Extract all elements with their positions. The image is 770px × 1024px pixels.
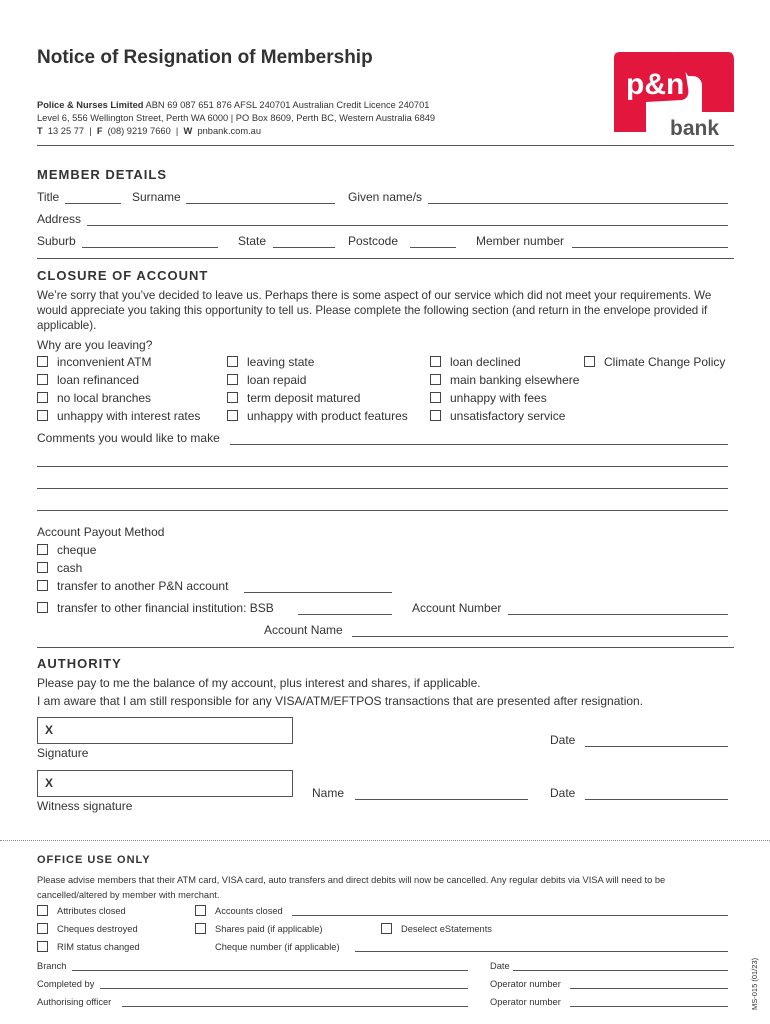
company-address: Level 6, 556 Wellington Street, Perth WA 6000 | PO Box 8609, Perth BC, Western Australia 6849 (37, 113, 436, 123)
form-code: MS-015 (01/23) (750, 957, 759, 1010)
company-contacts: T 13 25 77 | F (08) 9219 7660 | W pnbank.com.au (37, 126, 262, 136)
office-check-label: Accounts closed (215, 906, 283, 916)
title-field[interactable] (65, 203, 121, 204)
company-registration (37, 100, 429, 110)
suburb-label: Suburb (37, 234, 76, 248)
payout-checkbox-cheque[interactable] (37, 544, 48, 555)
payout-method-label: Account Payout Method (37, 525, 165, 539)
reason-label: loan repaid (247, 373, 307, 387)
office-check-label: Shares paid (if applicable) (215, 924, 323, 934)
reason-checkbox-product-features[interactable] (227, 410, 238, 421)
reason-label: main banking elsewhere (450, 373, 580, 387)
title-label: Title (37, 190, 60, 204)
signature-x-mark: X (45, 723, 54, 737)
office-checkbox-shares-paid[interactable] (195, 923, 206, 934)
accounts-closed-field[interactable] (292, 915, 728, 916)
pn-bank-logo (612, 50, 736, 140)
authorising-officer-label: Authorising officer (37, 997, 112, 1007)
account-name-label: Account Name (264, 623, 343, 637)
account-name-field[interactable] (352, 636, 728, 637)
reason-label: Climate Change Policy (604, 355, 726, 369)
comments-field-line[interactable] (230, 444, 728, 445)
payout-label: transfer to another P&N account (57, 579, 229, 593)
office-date-label: Date (490, 961, 510, 971)
reason-label: loan declined (450, 355, 521, 369)
authority-line-1: Please pay to me the balance of my account, plus interest and shares, if applicable. (37, 676, 481, 690)
office-check-label: Cheques destroyed (57, 924, 138, 934)
office-checkbox-cheques-destroyed[interactable] (37, 923, 48, 934)
payout-checkbox-other-institution[interactable] (37, 602, 48, 613)
page-title: Notice of Resignation of Membership (37, 47, 373, 68)
fax-label: F (96, 126, 103, 136)
reason-label: no local branches (57, 391, 152, 405)
logo-bank-text: bank (670, 117, 720, 140)
phone-number: 13 25 77 (47, 126, 85, 136)
office-checkbox-accounts-closed[interactable] (195, 905, 206, 916)
office-checkbox-rim-status[interactable] (37, 941, 48, 952)
reason-label: unhappy with fees (450, 391, 547, 405)
office-checkbox-deselect-estatements[interactable] (381, 923, 392, 934)
comments-field-line[interactable] (37, 466, 728, 467)
given-name-label: Given name/s (348, 190, 423, 204)
divider (37, 145, 734, 146)
signature-label: Signature (37, 746, 89, 760)
surname-label: Surname (132, 190, 181, 204)
reason-checkbox-fees[interactable] (430, 392, 441, 403)
reason-checkbox-climate-change[interactable] (584, 356, 595, 367)
authority-heading: AUTHORITY (37, 656, 122, 671)
given-name-field[interactable] (428, 203, 728, 204)
company-reg-numbers: ABN 69 087 651 876 AFSL 240701 Australian Credit Licence 240701 (145, 100, 430, 110)
comments-field-line[interactable] (37, 488, 728, 489)
witness-signature-label: Witness signature (37, 799, 133, 813)
completed-by-field[interactable] (100, 988, 468, 989)
cheque-number-label: Cheque number (if applicable) (215, 942, 340, 952)
suburb-field[interactable] (82, 247, 218, 248)
divider (37, 258, 734, 259)
member-details-heading: MEMBER DETAILS (37, 167, 168, 182)
branch-label: Branch (37, 961, 67, 971)
operator-number-label-2: Operator number (490, 997, 561, 1007)
payout-label: transfer to other financial institution: BSB (57, 601, 274, 615)
account-number-field[interactable] (508, 614, 728, 615)
signature-box[interactable] (37, 717, 293, 744)
account-number-label: Account Number (412, 601, 502, 615)
closure-heading: CLOSURE OF ACCOUNT (37, 268, 209, 283)
authority-line-2: I am aware that I am still responsible for any VISA/ATM/EFTPOS transactions that are presented after resignation. (37, 694, 644, 708)
reason-checkbox-main-banking[interactable] (430, 374, 441, 385)
reason-label: inconvenient ATM (57, 355, 152, 369)
authorising-officer-field[interactable] (122, 1006, 468, 1007)
why-leaving-label: Why are you leaving? (37, 338, 153, 352)
completed-by-label: Completed by (37, 979, 95, 989)
reason-checkbox-leaving-state[interactable] (227, 356, 238, 367)
surname-field[interactable] (186, 203, 335, 204)
office-checkbox-attributes-closed[interactable] (37, 905, 48, 916)
branch-field[interactable] (72, 970, 468, 971)
payout-label: cash (57, 561, 83, 575)
address-field[interactable] (87, 225, 728, 226)
phone-label: T (37, 126, 43, 136)
divider (37, 647, 734, 648)
signature-date-label: Date (550, 733, 576, 747)
operator-number-label: Operator number (490, 979, 561, 989)
logo-text: p&n (626, 68, 685, 101)
operator-number-field-2[interactable] (570, 1006, 728, 1007)
reason-label: unhappy with interest rates (57, 409, 201, 423)
witness-x-mark: X (45, 776, 54, 790)
reason-label: unsatisfactory service (450, 409, 566, 423)
postcode-label: Postcode (348, 234, 399, 248)
state-field[interactable] (273, 247, 335, 248)
payout-checkbox-cash[interactable] (37, 562, 48, 573)
member-number-field[interactable] (572, 247, 728, 248)
witness-date-label: Date (550, 786, 576, 800)
reason-label: term deposit matured (247, 391, 361, 405)
witness-date-field[interactable] (585, 799, 728, 800)
pn-account-field[interactable] (244, 592, 392, 593)
cheque-number-field[interactable] (355, 951, 728, 952)
reason-checkbox-loan-declined[interactable] (430, 356, 441, 367)
fax-number: (08) 9219 7660 (107, 126, 171, 136)
website: pnbank.com.au (197, 126, 262, 136)
office-note: Please advise members that their ATM card, VISA card, auto transfers and direct debits will now be cancelled. Any regular debits via VISA will need to be cancelled/altered by member with merchant. (37, 875, 666, 900)
payout-checkbox-pn-transfer[interactable] (37, 580, 48, 591)
office-check-label: Deselect eStatements (401, 924, 492, 934)
reason-checkbox-unsatisfactory-service[interactable] (430, 410, 441, 421)
reason-checkbox-inconvenient-atm[interactable] (37, 356, 48, 367)
office-use-heading: OFFICE USE ONLY (37, 854, 151, 866)
office-check-label: RIM status changed (57, 942, 140, 952)
address-label: Address (37, 212, 82, 226)
reason-checkbox-interest-rates[interactable] (37, 410, 48, 421)
office-date-field[interactable] (513, 970, 728, 971)
reason-label: unhappy with product features (247, 409, 408, 423)
witness-name-label: Name (312, 786, 345, 800)
operator-number-field[interactable] (570, 988, 728, 989)
witness-signature-box[interactable] (37, 770, 293, 797)
reason-checkbox-term-deposit[interactable] (227, 392, 238, 403)
postcode-field[interactable] (410, 247, 456, 248)
closure-intro: We’re sorry that you’ve decided to leave us. Perhaps there is some aspect of our service which did not meet your requirements. We would appreciate you taking this opportunity to tell us. Please complete the following section (and return in the envelope provided if applicable). (37, 289, 712, 332)
state-label: State (238, 234, 267, 248)
reason-checkbox-loan-refinanced[interactable] (37, 374, 48, 385)
witness-name-field[interactable] (355, 799, 528, 800)
company-name: Police & Nurses Limited (37, 100, 144, 110)
web-label: W (183, 126, 193, 136)
comments-field-line[interactable] (37, 510, 728, 511)
payout-label: cheque (57, 543, 97, 557)
office-check-label: Attributes closed (57, 906, 126, 916)
reason-label: loan refinanced (57, 373, 140, 387)
cut-line (0, 840, 770, 841)
reason-label: leaving state (247, 355, 315, 369)
member-number-label: Member number (476, 234, 565, 248)
comments-label: Comments you would like to make (37, 431, 220, 445)
signature-date-field[interactable] (585, 746, 728, 747)
bsb-field[interactable] (298, 614, 392, 615)
reason-checkbox-loan-repaid[interactable] (227, 374, 238, 385)
reason-checkbox-no-local-branches[interactable] (37, 392, 48, 403)
